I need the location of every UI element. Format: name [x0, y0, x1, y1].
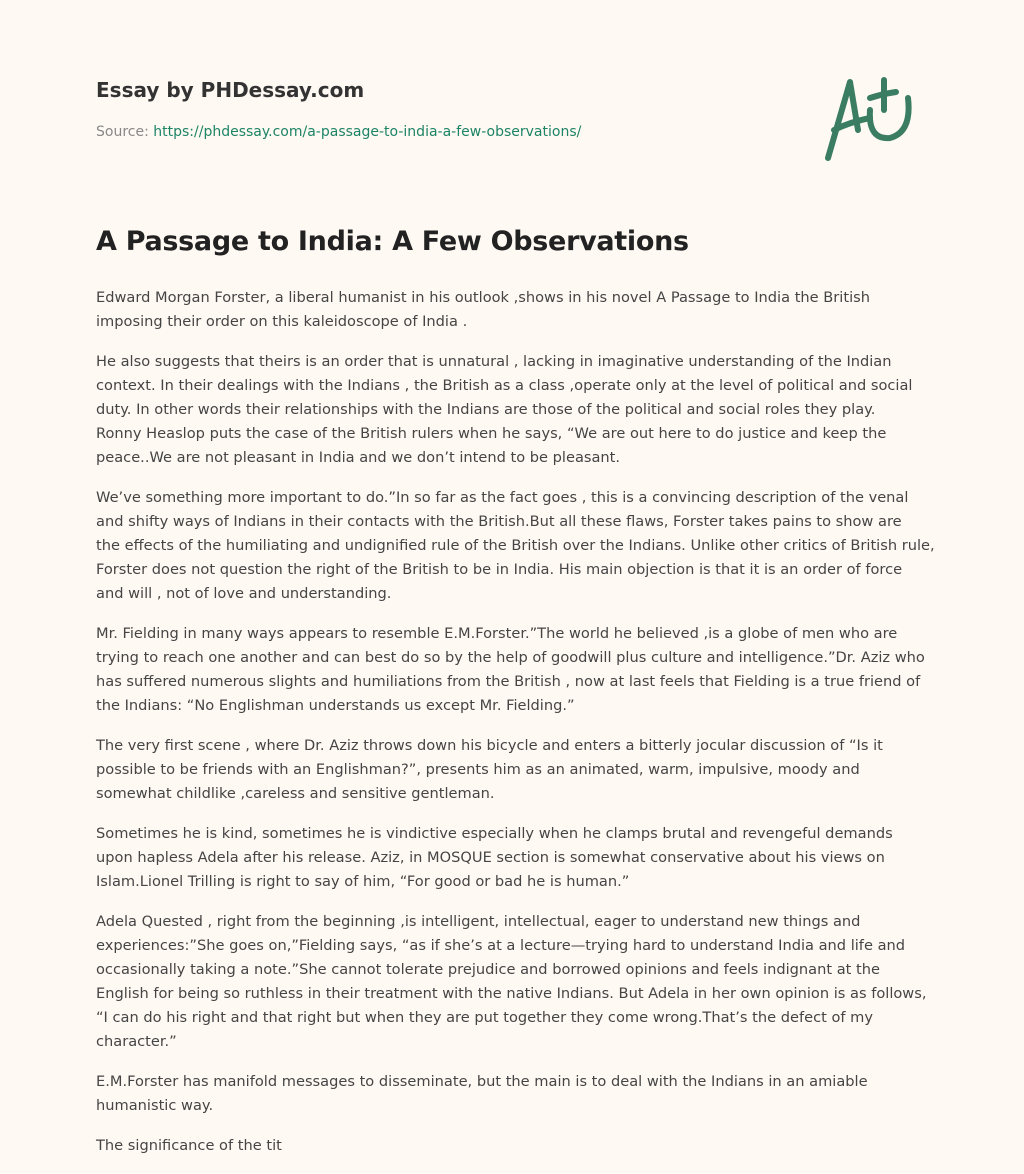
essay-paragraph — [96, 1070, 956, 1118]
paragraph-line: somewhat childlike ,careless and sensitive gentleman. — [96, 785, 495, 802]
essay-paragraph — [96, 622, 956, 718]
essay-paragraph — [96, 286, 956, 334]
paragraph-line: possible to be friends with an Englishman?”, presents him as an animated, warm, impulsive, moody and — [96, 761, 860, 778]
essay-paragraph — [96, 1134, 956, 1158]
paragraph-line: Islam.Lionel Trilling is right to say of him, “For good or bad he is human.” — [96, 873, 630, 890]
essay-paragraph — [96, 734, 956, 806]
a-plus-logo — [820, 70, 930, 165]
essay-paragraph — [96, 486, 956, 606]
paragraph-line: Edward Morgan Forster, a liberal humanist in his outlook ,shows in his novel A Passage to India the British — [96, 289, 870, 306]
paragraph-line: peace..We are not pleasant in India and we don’t intend to be pleasant. — [96, 449, 621, 466]
paragraph-line: experiences:”She goes on,”Fielding says, “as if she’s at a lecture—trying hard to understand India and life and — [96, 937, 906, 954]
site-brand: Essay by PHDessay.com — [96, 78, 365, 102]
paragraph-line: and will , not of love and understanding. — [96, 585, 392, 602]
paragraph-line: humanistic way. — [96, 1097, 214, 1114]
paragraph-line: E.M.Forster has manifold messages to disseminate, but the main is to deal with the Indians in an amiable — [96, 1073, 868, 1090]
paragraph-line: the effects of the humiliating and undignified rule of the British over the Indians. Unlike other critics of British rule, — [96, 537, 935, 554]
paragraph-line: The very first scene , where Dr. Aziz throws down his bicycle and enters a bitterly jocular discussion of “Is it — [96, 737, 883, 754]
paragraph-line: Mr. Fielding in many ways appears to resemble E.M.Forster.”The world he believed ,is a globe of men who are — [96, 625, 898, 642]
paragraph-line: trying to reach one another and can best do so by the help of goodwill plus culture and intelligence.”Dr. Aziz who — [96, 649, 925, 666]
essay-paragraph — [96, 822, 956, 894]
paragraph-line: English for being so ruthless in their treatment with the native Indians. But Adela in her own opinion is as follows, — [96, 985, 927, 1002]
source-label: Source: — [96, 124, 154, 140]
paragraph-line: Ronny Heaslop puts the case of the British rulers when he says, “We are out here to do justice and keep the — [96, 425, 887, 442]
essay-paragraph — [96, 350, 956, 470]
paragraph-line: duty. In other words their relationships with the Indians are those of the political and social roles they play. — [96, 401, 876, 418]
paragraph-line: The significance of the tit — [96, 1137, 282, 1154]
paragraph-line: Forster does not question the right of the British to be in India. His main objection is that it is an order of force — [96, 561, 903, 578]
essay-title: A Passage to India: A Few Observations — [96, 226, 689, 257]
paragraph-line: the Indians: “No Englishman understands us except Mr. Fielding.” — [96, 697, 575, 714]
paragraph-line: character.” — [96, 1033, 177, 1050]
source-line — [96, 124, 581, 140]
source-link[interactable]: https://phdessay.com/a-passage-to-india-a-few-observations/ — [153, 124, 582, 140]
paragraph-line: context. In their dealings with the Indians , the British as a class ,operate only at the level of political and social — [96, 377, 913, 394]
essay-body — [96, 286, 956, 1174]
paragraph-line: Sometimes he is kind, sometimes he is vindictive especially when he clamps brutal and revengeful demands — [96, 825, 893, 842]
paragraph-line: “I can do his right and that right but when they are put together they come wrong.That’s the defect of my — [96, 1009, 874, 1026]
paragraph-line: has suffered numerous slights and humiliations from the British , now at last feels that Fielding is a true friend of — [96, 673, 921, 690]
essay-paragraph — [96, 910, 956, 1054]
paragraph-line: and shifty ways of Indians in their contacts with the British.But all these flaws, Forster takes pains to show are — [96, 513, 902, 530]
paragraph-line: He also suggests that theirs is an order that is unnatural , lacking in imaginative understanding of the Indian — [96, 353, 892, 370]
paragraph-line: upon hapless Adela after his release. Aziz, in MOSQUE section is somewhat conservative about his views on — [96, 849, 885, 866]
paragraph-line: Adela Quested , right from the beginning ,is intelligent, intellectual, eager to understand new things and — [96, 913, 861, 930]
paragraph-line: imposing their order on this kaleidoscope of India . — [96, 313, 468, 330]
paragraph-line: We’ve something more important to do.”In so far as the fact goes , this is a convincing description of the venal — [96, 489, 909, 506]
paragraph-line: occasionally taking a note.”She cannot tolerate prejudice and borrowed opinions and feels indignant at the — [96, 961, 880, 978]
